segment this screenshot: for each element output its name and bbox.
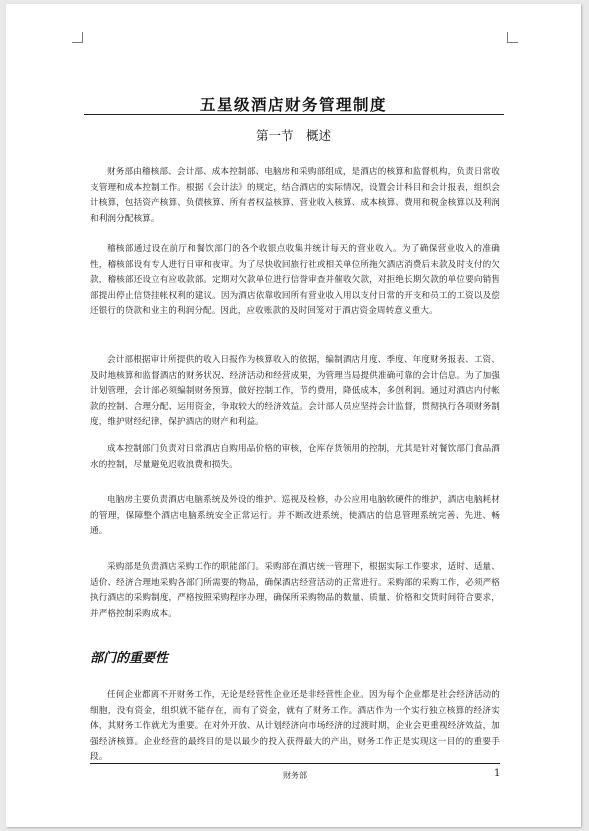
paragraph-audit: 稽核部通过设在前厅和餐饮部门的各个收银点收集并统计每天的营业收入。为了确保营业收入的准确性，稽核部设有专人进行日审和夜审。为了尽快收回旅行社或相关单位所拖欠酒店消费后未款及时支付的欠款，稽核部还设立有应收款部。定期对欠款单位进行信誉审查并催收欠款，对拒绝长期欠款的单位要向销售部提出停止信贷挂帐权利的建议。因为酒店依靠收回所有营业收入用以支付日常的开支和员工的工资以及偿还银行的贷款和业主的利润分配。因此，应收账款的及时回笼对于酒店资金周转意义重大。: [90, 244, 500, 317]
paragraph-computer-room: 电脑房主要负责酒店电脑系统及外设的维护、巡视及检修，办公应用电脑软硬件的维护，酒店电脑耗材的管理，保障整个酒店电脑系统安全正常运行。并不断改进系统，使酒店的信息管理系统完善、先进、畅通。: [90, 495, 500, 537]
document-page: [6, 4, 581, 827]
section-heading: 第一节 概述: [255, 128, 331, 143]
page-number: 1: [494, 768, 501, 779]
document-title: 五星级酒店财务管理制度: [199, 95, 387, 114]
paragraph-overview: 财务部由稽核部、会计部、成本控制部、电脑房和采购部组成，是酒店的核算和监督机构，负责日常收支管理和成本控制工作。根据《会计法》的规定，结合酒店的实际情况，设置会计科目和会计报表，组织会计核算，包括资产核算、负债核算、所有者权益核算、营业收入核算、成本核算、费用和税金核算以及利润和利润分配核算。: [90, 167, 500, 224]
title-underline: [84, 114, 504, 115]
crop-mark-top-right: [507, 32, 518, 43]
footer-rule: [90, 763, 500, 764]
department-importance-heading: 部门的重要性: [90, 651, 169, 666]
paragraph-importance: 任何企业都离不开财务工作，无论是经营性企业还是非经营性企业。因为每个企业都是社会经济活动的细胞，没有资金，组织就不能存在，而有了资金，就有了财务工作。酒店作为一个实行独立核算的经济实体，其财务工作就尤为重要。在对外开放、从计划经济向市场经济的过渡时期，企业会更重视经济效益，加强经济核算。企业经营的最终目的是以最少的投入获得最大的产出，财务工作正是实现这一目的的重要手段。: [90, 690, 500, 763]
footer-department: 财务部: [283, 771, 307, 780]
paragraph-purchasing: 采购部是负责酒店采购工作的职能部门。采购部在酒店统一管理下，根据实际工作要求，适时、适量、适价、经济合理地采购各部门所需要的物品，确保酒店经营活动的正常进行。采购部的采购工作，必须严格执行酒店的采购制度，严格按照采购程序办理，确保所采购物品的数量、质量、价格和交货时间符合要求，并严格控制采购成本。: [90, 562, 500, 619]
crop-mark-top-left: [72, 32, 83, 43]
paragraph-cost-control: 成本控制部门负责对日常酒店自购用品价格的审核，仓库存货领用的控制，尤其是针对餐饮部门食品酒水的控制，尽量避免迟收浪费和损失。: [90, 444, 500, 470]
paragraph-accounting: 会计部根据审计所提供的收入日报作为核算收入的依据，编制酒店月度、季度、年度财务报表、工资、及时地核算和监督酒店的财务状况、经济活动和经营成果，为管理当局提供准确可靠的会计信息。为了加强计划管理，会计部必须编制财务预算，做好控制工作，节约费用，降低成本，多创利润。通过对酒店内付帐款的控制、合理分配、运用资金，争取较大的经济效益。会计部人员应坚持会计监督，贯彻执行各项财务制度，维护财经纪律，保护酒店的财产和利益。: [90, 355, 500, 428]
